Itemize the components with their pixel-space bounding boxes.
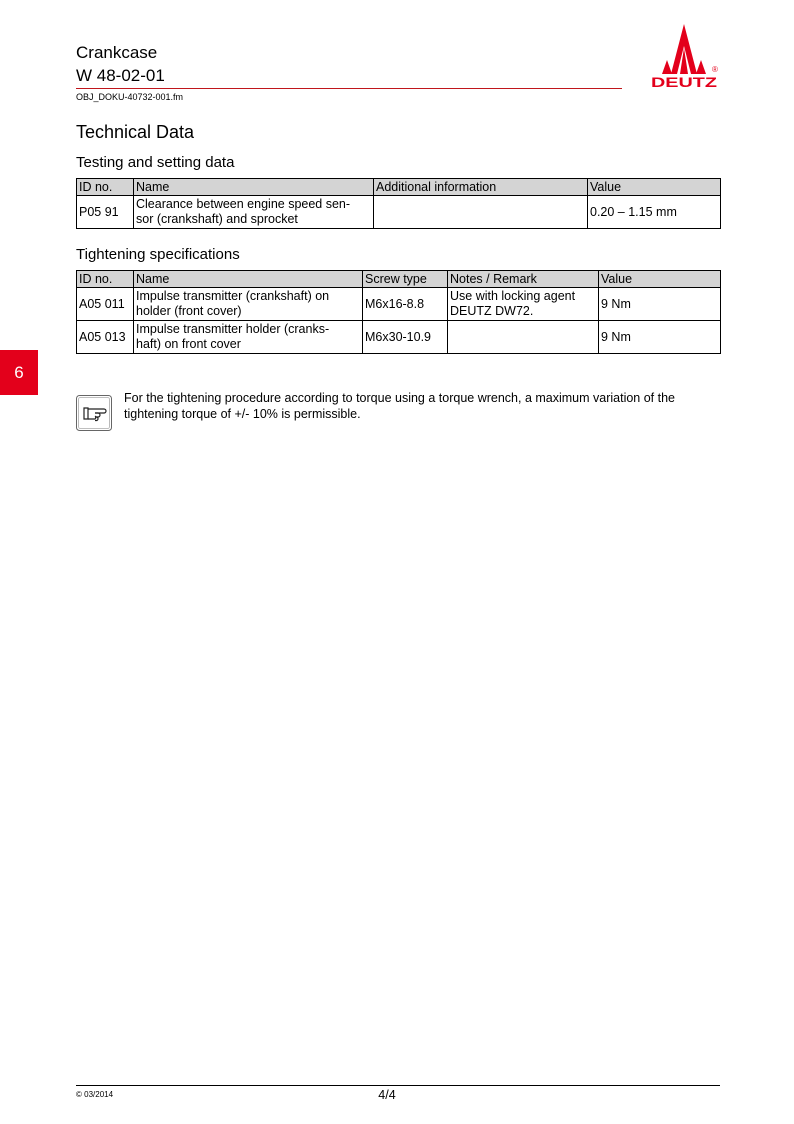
tightening-title: Tightening specifications (76, 246, 240, 263)
table-cell (448, 321, 599, 354)
column-header: Name (134, 179, 374, 196)
table-cell: Clearance between engine speed sen- sor (crankshaft) and sprocket (134, 196, 374, 229)
column-header: Value (588, 179, 721, 196)
table-row (77, 321, 721, 354)
column-header: Name (134, 271, 363, 288)
note-text: For the tightening procedure according to torque using a torque wrench, a maximum variation of the tightening torque of +/- 10% is permissible. (124, 391, 676, 421)
column-header: Screw type (363, 271, 448, 288)
table-cell: M6x16-8.8 (363, 288, 448, 321)
column-header: ID no. (77, 179, 134, 196)
document-title: Crankcase (76, 43, 158, 62)
testing-table (76, 178, 721, 229)
table-row (77, 288, 721, 321)
deutz-logo (646, 22, 722, 90)
testing-title: Testing and setting data (76, 154, 235, 171)
table-cell: Impulse transmitter holder (cranks- haft) on front cover (134, 321, 363, 354)
column-header: Value (599, 271, 721, 288)
pointing-hand-icon (76, 395, 112, 431)
table-cell: 9 Nm (599, 321, 721, 354)
svg-text:®: ® (712, 65, 718, 74)
table-cell: 9 Nm (599, 288, 721, 321)
table-cell: A05 013 (77, 321, 134, 354)
column-header: Notes / Remark (448, 271, 599, 288)
tightening-table (76, 270, 721, 354)
table-cell (374, 196, 588, 229)
table-cell: Use with locking agent DEUTZ DW72. (448, 288, 599, 321)
section-title: Technical Data (76, 122, 195, 142)
table-cell: Impulse transmitter (crankshaft) on holder (front cover) (134, 288, 363, 321)
svg-text:DEUTZ: DEUTZ (651, 74, 718, 90)
document-filename: OBJ_DOKU-40732-001.fm (76, 92, 184, 102)
footer-divider (76, 1085, 720, 1086)
column-header: Additional information (374, 179, 588, 196)
table-cell: A05 011 (77, 288, 134, 321)
document-code: W 48-02-01 (76, 66, 165, 85)
table-cell: 0.20 – 1.15 mm (588, 196, 721, 229)
page-number: 4/4 (378, 1088, 396, 1102)
table-header-row (77, 271, 721, 288)
header-divider (76, 88, 622, 89)
footer-copyright: © 03/2014 (76, 1090, 114, 1099)
table-header-row (77, 179, 721, 196)
chapter-tab: 6 (0, 350, 38, 395)
table-cell: P05 91 (77, 196, 134, 229)
column-header: ID no. (77, 271, 134, 288)
table-cell: M6x30-10.9 (363, 321, 448, 354)
table-row (77, 196, 721, 229)
